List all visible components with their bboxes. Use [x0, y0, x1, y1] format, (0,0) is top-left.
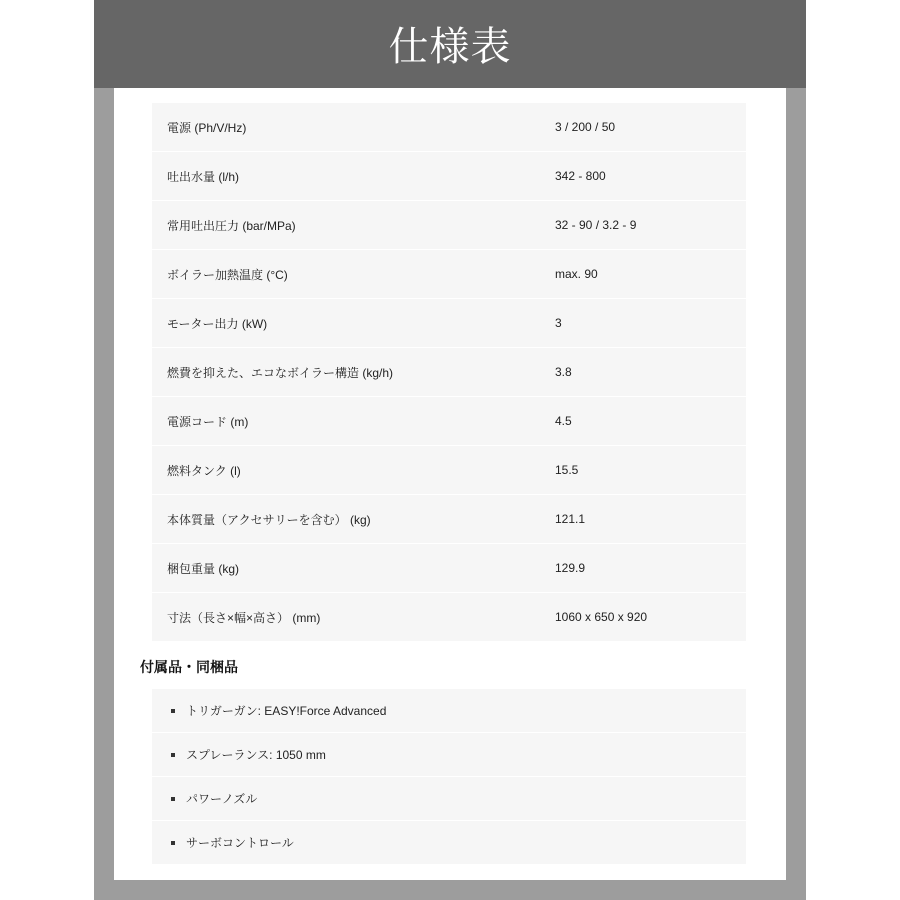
bullet-icon: [171, 841, 175, 845]
spec-label: 電源 (Ph/V/Hz): [167, 120, 247, 135]
accessories-heading: 付属品・同梱品: [140, 659, 238, 675]
spec-value: 3.8: [555, 365, 572, 379]
spec-label: 燃費を抑えた、エコなボイラー構造 (kg/h): [167, 365, 394, 380]
spec-value: 3: [555, 316, 562, 330]
spec-value: 342 - 800: [555, 169, 606, 183]
spec-value: 129.9: [555, 561, 586, 575]
page-title: 仕様表: [388, 23, 512, 70]
spec-label: 電源コード (m): [167, 414, 249, 429]
spec-row-power-cord: [152, 397, 746, 446]
spec-value: 1060 x 650 x 920: [555, 610, 648, 624]
spec-label: モーター出力 (kW): [167, 316, 268, 331]
spec-label: 吐出水量 (l/h): [167, 169, 240, 184]
spec-label: 燃料タンク (l): [167, 463, 241, 478]
list-item: [152, 733, 746, 777]
spec-value: 32 - 90 / 3.2 - 9: [555, 218, 637, 232]
accessories-list: [152, 689, 746, 865]
list-item: [152, 821, 746, 865]
spec-row-fuel-tank: [152, 446, 746, 495]
spec-label: ボイラー加熱温度 (°C): [167, 267, 288, 282]
spec-row-dimensions: [152, 593, 746, 642]
spec-row-motor-output: [152, 299, 746, 348]
content-panel: [114, 88, 786, 880]
spec-value: 3 / 200 / 50: [555, 120, 616, 134]
spec-row-flow-rate: [152, 152, 746, 201]
spec-label: 本体質量（アクセサリーを含む） (kg): [167, 512, 371, 527]
spec-value: 4.5: [555, 414, 572, 428]
accessory-label: スプレーランス: 1050 mm: [186, 748, 326, 762]
spec-value: max. 90: [555, 267, 598, 281]
bullet-icon: [171, 709, 175, 713]
list-item: [152, 777, 746, 821]
spec-label: 梱包重量 (kg): [167, 561, 240, 576]
spec-label: 寸法（長さ×幅×高さ） (mm): [167, 610, 321, 625]
bullet-icon: [171, 753, 175, 757]
spec-row-pressure: [152, 201, 746, 250]
spec-label: 常用吐出圧力 (bar/MPa): [167, 218, 296, 233]
bullet-icon: [171, 797, 175, 801]
spec-row-boiler-temp: [152, 250, 746, 299]
accessory-label: パワーノズル: [186, 792, 258, 806]
spec-row-package-weight: [152, 544, 746, 593]
accessory-label: サーボコントロール: [186, 836, 294, 850]
spec-value: 121.1: [555, 512, 586, 526]
accessory-label: トリガーガン: EASY!Force Advanced: [186, 704, 387, 718]
list-item: [152, 689, 746, 733]
header-bar: [94, 0, 806, 88]
spec-value: 15.5: [555, 463, 579, 477]
spec-table: [152, 103, 746, 642]
spec-row-weight: [152, 495, 746, 544]
spec-row-fuel-consumption: [152, 348, 746, 397]
spec-row-power: [152, 103, 746, 152]
